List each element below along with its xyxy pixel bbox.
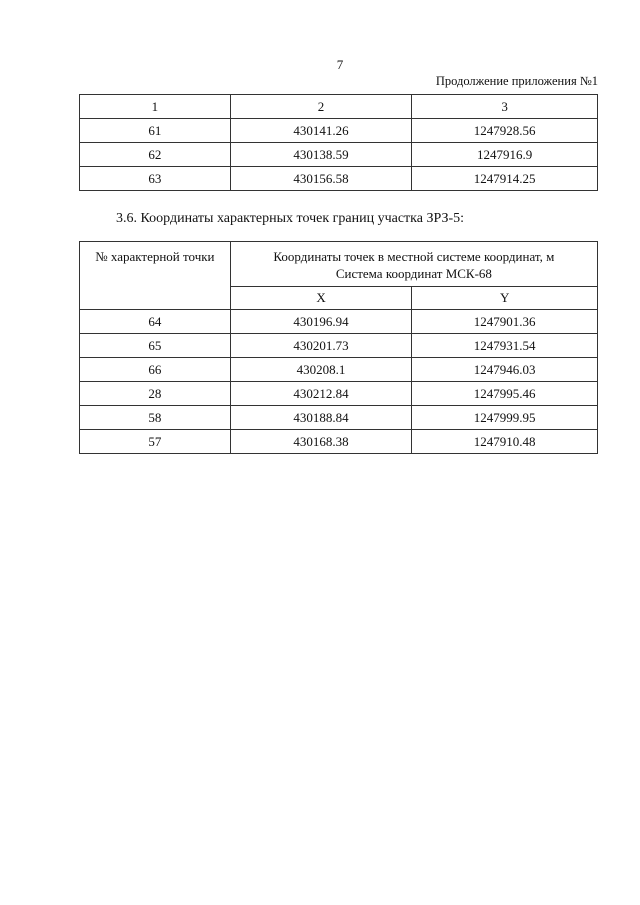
column-number-cell: 3	[412, 95, 598, 119]
coordinate-header-line-2: Система координат МСК-68	[335, 266, 492, 281]
point-number-cell: 63	[80, 167, 231, 191]
x-coordinate-cell: 430138.59	[230, 143, 412, 167]
y-coordinate-cell: 1247931.54	[412, 334, 598, 358]
point-number-header: № характерной точки	[80, 242, 231, 310]
table-row	[80, 334, 598, 358]
table-row	[80, 382, 598, 406]
y-coordinate-cell: 1247946.03	[412, 358, 598, 382]
x-coordinate-cell: 430208.1	[230, 358, 412, 382]
table-row	[80, 310, 598, 334]
table-row	[80, 143, 598, 167]
coordinate-system-header	[230, 242, 597, 287]
table-row	[80, 406, 598, 430]
y-coordinate-cell: 1247995.46	[412, 382, 598, 406]
coordinates-table-zrz5	[79, 241, 598, 454]
y-coordinate-cell: 1247901.36	[412, 310, 598, 334]
y-coordinate-cell: 1247928.56	[412, 119, 598, 143]
x-coordinate-cell: 430156.58	[230, 167, 412, 191]
y-coordinate-cell: 1247999.95	[412, 406, 598, 430]
y-coordinate-cell: 1247916.9	[412, 143, 598, 167]
y-coordinate-cell: 1247914.25	[412, 167, 598, 191]
y-header: Y	[412, 287, 598, 310]
table-row	[80, 119, 598, 143]
table-row	[80, 430, 598, 454]
page-number: 7	[336, 57, 344, 72]
y-coordinate-cell: 1247910.48	[412, 430, 598, 454]
x-coordinate-cell: 430141.26	[230, 119, 412, 143]
x-coordinate-cell: 430168.38	[230, 430, 412, 454]
point-number-cell: 61	[80, 119, 231, 143]
table-header-row	[80, 95, 598, 119]
point-number-cell: 57	[80, 430, 231, 454]
column-number-cell: 2	[230, 95, 412, 119]
point-number-cell: 64	[80, 310, 231, 334]
point-number-cell: 65	[80, 334, 231, 358]
appendix-continuation-label: Продолжение приложения №1	[435, 74, 598, 88]
point-number-cell: 58	[80, 406, 231, 430]
x-coordinate-cell: 430196.94	[230, 310, 412, 334]
x-coordinate-cell: 430188.84	[230, 406, 412, 430]
coordinates-table-continuation	[79, 94, 598, 191]
x-coordinate-cell: 430212.84	[230, 382, 412, 406]
coordinate-header-line-1: Координаты точек в местной системе координат, м	[273, 249, 555, 264]
table-row	[80, 358, 598, 382]
x-header: X	[230, 287, 412, 310]
point-number-cell: 28	[80, 382, 231, 406]
x-coordinate-cell: 430201.73	[230, 334, 412, 358]
point-number-cell: 62	[80, 143, 231, 167]
column-number-cell: 1	[80, 95, 231, 119]
point-number-cell: 66	[80, 358, 231, 382]
table-row	[80, 167, 598, 191]
table-header-row	[80, 242, 598, 287]
section-heading: 3.6. Координаты характерных точек границ участка ЗРЗ-5:	[116, 211, 465, 226]
